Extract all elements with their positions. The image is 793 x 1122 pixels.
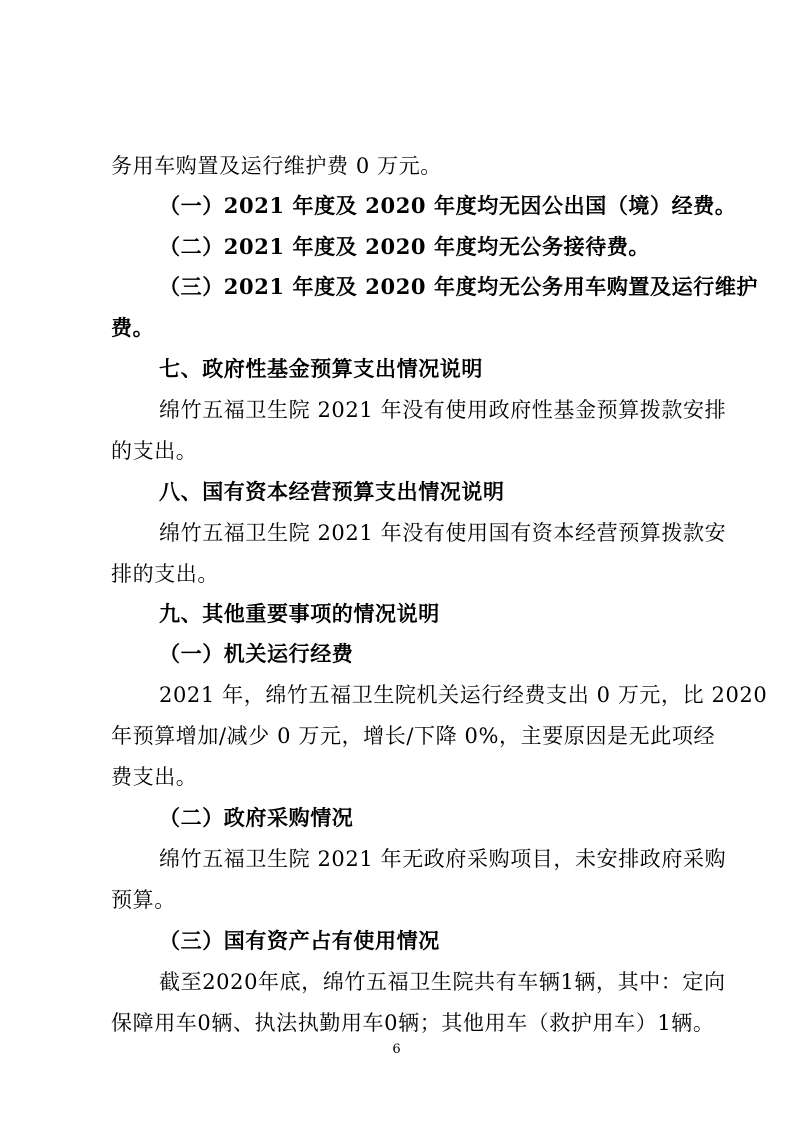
section-heading-7: 七、政府性基金预算支出情况说明 (159, 356, 483, 381)
paragraph-line: 保障用车0辆、执法执勤用车0辆；其他用车（救护用车）1辆。 (111, 1011, 715, 1035)
paragraph-line: 务用车购置及运行维护费 0 万元。 (111, 154, 442, 178)
subheading-operating-expenses: （一）机关运行经费 (159, 641, 354, 666)
subheading-no-overseas-travel: （一）2021 年度及 2020 年度均无因公出国（境）经费。 (159, 193, 737, 218)
paragraph-line: 排的支出。 (111, 562, 219, 586)
subheading-no-reception: （二）2021 年度及 2020 年度均无公务接待费。 (159, 234, 651, 259)
paragraph-line: 截至2020年底，绵竹五福卫生院共有车辆1辆，其中：定向 (159, 970, 726, 994)
section-heading-9: 九、其他重要事项的情况说明 (159, 601, 440, 626)
paragraph-line: 绵竹五福卫生院 2021 年没有使用国有资本经营预算拨款安 (159, 521, 727, 545)
section-heading-8: 八、国有资本经营预算支出情况说明 (159, 479, 505, 504)
paragraph-line: 的支出。 (111, 439, 198, 463)
paragraph-line: 2021 年，绵竹五福卫生院机关运行经费支出 0 万元，比 2020 (159, 683, 768, 707)
page-number: 6 (392, 1042, 401, 1057)
subheading-no-vehicle: （三）2021 年度及 2020 年度均无公务用车购置及运行维护 (159, 274, 759, 299)
paragraph-line: 费支出。 (111, 765, 198, 789)
paragraph-line: 预算。 (111, 888, 176, 912)
paragraph-line: 年预算增加/减少 0 万元，增长/下降 0%，主要原因是无此项经 (111, 724, 716, 748)
paragraph-line: 绵竹五福卫生院 2021 年无政府采购项目，未安排政府采购 (159, 847, 727, 871)
subheading-state-assets: （三）国有资产占有使用情况 (159, 928, 440, 953)
subheading-procurement: （二）政府采购情况 (159, 805, 354, 830)
subheading-no-vehicle-cont: 费。 (111, 315, 155, 340)
paragraph-line: 绵竹五福卫生院 2021 年没有使用政府性基金预算拨款安排 (159, 398, 727, 422)
